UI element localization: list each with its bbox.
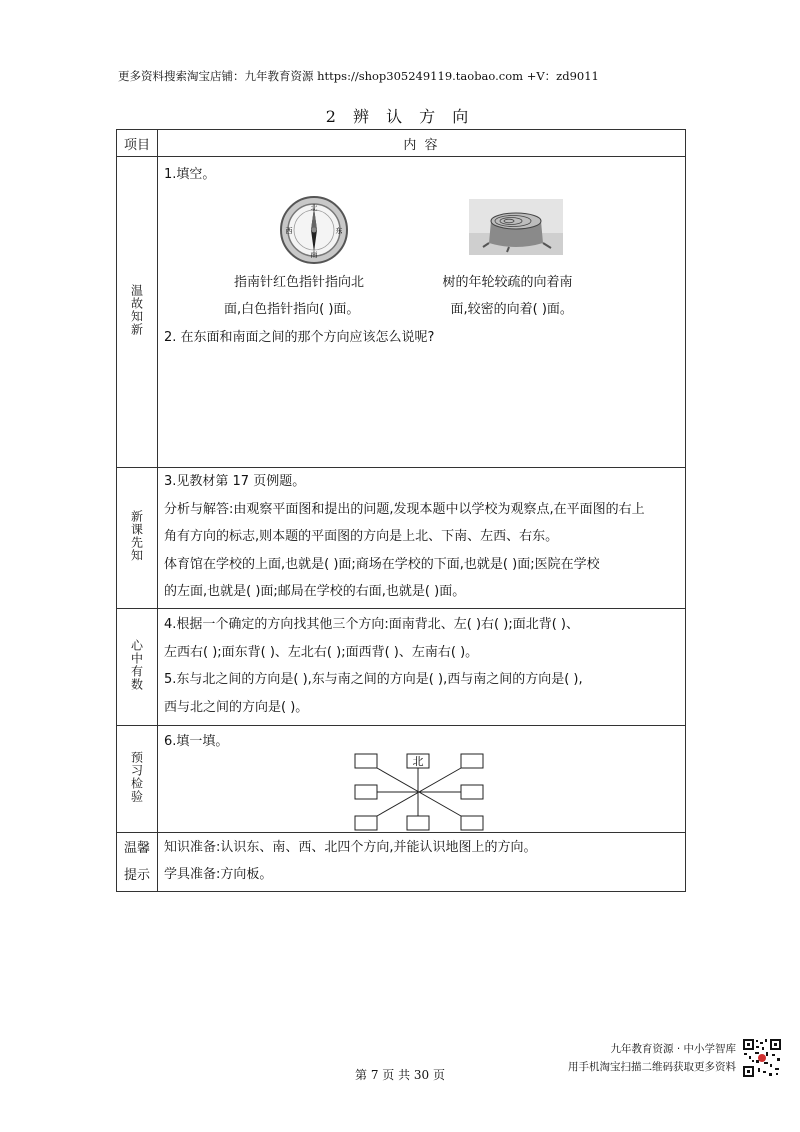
compass-w-label: 西 [285, 226, 292, 235]
table-header-row [117, 130, 686, 157]
compass-e-label: 东 [335, 226, 342, 235]
compass-text-line-1: 指南针红色指针指向北 [234, 274, 365, 290]
section-review-row [117, 157, 686, 468]
page-header-text: 更多资料搜索淘宝店铺：九年教育资源 https://shop305249119.taobao.com +V：zd9011 [118, 69, 599, 83]
compass-icon [279, 195, 349, 265]
section-label-mind: 心中有数 [129, 639, 144, 691]
tree-stump-image [469, 199, 563, 255]
header-item-cell: 项目 [117, 130, 158, 157]
question-6: 6.填一填。 [164, 734, 229, 749]
blank-box-s [407, 816, 429, 830]
blank-box-se [461, 816, 483, 830]
footer-brand-line-2: 用手机淘宝扫描二维码获取更多资料 [568, 1061, 736, 1073]
section-mind-row [117, 609, 686, 726]
picture-row [164, 195, 677, 265]
header-content-cell: 内 容 [158, 130, 686, 157]
compass-s-label: 南 [310, 250, 317, 259]
question-3: 3.见教材第 17 页例题。 [164, 474, 306, 489]
qr-logo [758, 1054, 766, 1062]
section-label-tips-1: 温馨 [123, 840, 150, 856]
tree-text-line-1: 树的年轮较疏的向着南 [442, 274, 573, 290]
tree-text-line-2: 面,较密的向着( )面。 [450, 302, 573, 317]
compass-text-line-2: 面,白色指针指向( )面。 [224, 302, 360, 317]
blank-box-e [461, 785, 483, 799]
tips-line-2: 学具准备:方向板。 [164, 867, 273, 882]
page-title: 2 辨 认 方 向 [325, 107, 475, 126]
question-4-line-1: 4.根据一个确定的方向找其他三个方向:面南背北、左( )右( );面北背( )、 [164, 617, 579, 632]
section-label-check: 预习检验 [129, 750, 144, 803]
analysis-line-1: 分析与解答:由观察平面图和提出的问题,发现本题中以学校为观察点,在平面图的右上 [164, 501, 645, 517]
analysis-line-4: 的左面,也就是( )面;邮局在学校的右面,也就是( )面。 [164, 584, 466, 599]
direction-diagram [354, 752, 514, 832]
blank-box-w [355, 785, 377, 799]
section-check-row [117, 726, 686, 833]
blank-box-ne [461, 754, 483, 768]
compass-n-label: 北 [310, 203, 317, 212]
analysis-line-2: 角有方向的标志,则本题的平面图的方向是上北、下南、左西、右东。 [164, 529, 559, 544]
analysis-line-3: 体育馆在学校的上面,也就是( )面;商场在学校的下面,也就是( )面;医院在学校 [164, 556, 600, 572]
section-preview-row [117, 468, 686, 609]
tips-line-1: 知识准备:认识东、南、西、北四个方向,并能认识地图上的方向。 [164, 839, 537, 855]
section-label-preview: 新课先知 [129, 510, 144, 562]
section-label-tips-2: 提示 [123, 867, 150, 883]
north-label: 北 [412, 754, 424, 768]
question-4-line-2: 左西右( );面东背( )、左北右( );面西背( )、左南右( )。 [164, 644, 479, 660]
footer-brand-line-1: 九年教育资源 · 中小学智库 [610, 1043, 736, 1055]
section-tips-row [117, 832, 686, 891]
page-number: 第 7 页 共 30 页 [355, 1068, 445, 1082]
blank-box-nw [355, 754, 377, 768]
question-2: 2. 在东面和南面之间的那个方向应该怎么说呢? [164, 329, 435, 345]
question-1: 1.填空。 [164, 167, 216, 182]
question-5-line-1: 5.东与北之间的方向是( ),东与南之间的方向是( ),西与南之间的方向是( ), [164, 672, 583, 687]
worksheet-table [116, 129, 686, 892]
question-5-line-2: 西与北之间的方向是( )。 [164, 699, 309, 715]
blank-box-sw [355, 816, 377, 830]
section-label-review: 温故知新 [129, 284, 144, 336]
